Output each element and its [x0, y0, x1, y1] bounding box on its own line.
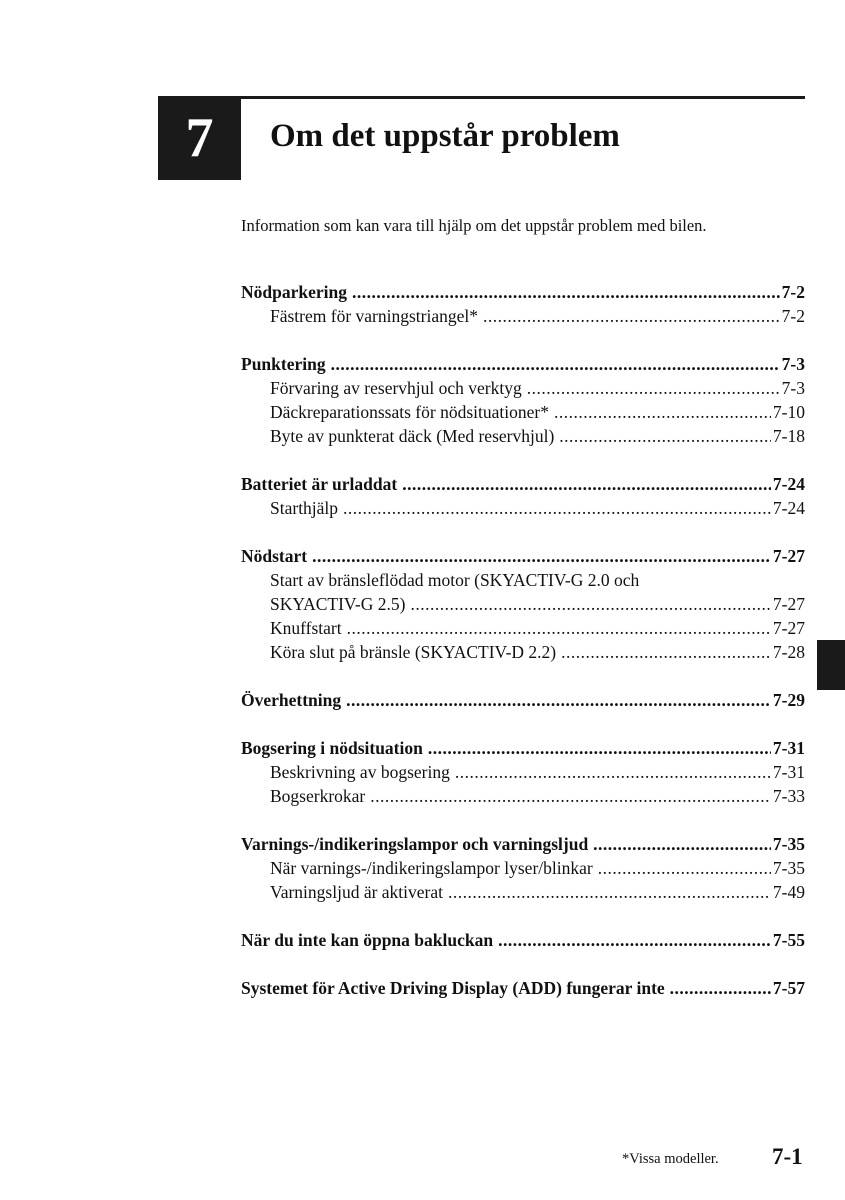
toc-subentry[interactable]	[241, 496, 805, 520]
toc-entry-title: Punktering	[241, 354, 326, 374]
toc-subentry-title: Knuffstart	[270, 618, 342, 638]
toc-subentry[interactable]	[241, 376, 805, 400]
toc-subentry[interactable]	[241, 760, 805, 784]
leader-dots	[527, 376, 780, 400]
chapter-number-box	[158, 96, 241, 180]
leader-dots	[428, 736, 771, 760]
toc-entry[interactable]	[241, 928, 805, 952]
toc-subentry-page: 7-18	[772, 426, 805, 446]
toc-subentry[interactable]	[241, 784, 805, 808]
toc-entry-page: 7-27	[772, 546, 805, 566]
leader-dots	[410, 592, 770, 616]
leader-dots	[347, 616, 771, 640]
toc-subentry-title: Däckreparationssats för nödsituationer*	[270, 402, 549, 422]
toc-subentry-line1[interactable]	[241, 568, 805, 592]
toc-entry[interactable]	[241, 352, 805, 376]
toc-subentry-title: Start av bränsleflödad motor (SKYACTIV-G 2.0 och	[270, 570, 640, 590]
toc-subentry-page: 7-35	[772, 858, 805, 878]
toc-entry[interactable]	[241, 688, 805, 712]
leader-dots	[593, 832, 771, 856]
toc-entry-page: 7-29	[772, 690, 805, 710]
leader-dots	[483, 304, 780, 328]
leader-dots	[402, 472, 771, 496]
toc-subentry-title: När varnings-/indikeringslampor lyser/blinkar	[270, 858, 593, 878]
chapter-title: Om det uppstår problem	[270, 118, 620, 154]
leader-dots	[561, 640, 771, 664]
toc-group-varningslampor	[241, 832, 805, 904]
footnote: *Vissa modeller.	[622, 1151, 719, 1167]
toc-entry[interactable]	[241, 976, 805, 1000]
toc-entry-title: Batteriet är urladdat	[241, 474, 398, 494]
toc-subentry-page: 7-27	[772, 594, 805, 614]
toc-subentry[interactable]	[241, 856, 805, 880]
toc-entry-title: Systemet för Active Driving Display (ADD) fungerar inte	[241, 978, 665, 998]
toc-subentry-page: 7-3	[781, 378, 805, 398]
toc-entry-title: När du inte kan öppna bakluckan	[241, 930, 494, 950]
toc-subentry[interactable]	[241, 304, 805, 328]
toc-subentry-line2[interactable]	[241, 592, 805, 616]
leader-dots	[352, 280, 780, 304]
toc-entry-title: Nödparkering	[241, 282, 347, 302]
header-rule	[241, 96, 805, 99]
toc-subentry-title: Förvaring av reservhjul och verktyg	[270, 378, 522, 398]
toc-subentry-page: 7-49	[772, 882, 805, 902]
leader-dots	[598, 856, 771, 880]
toc-subentry-page: 7-10	[772, 402, 805, 422]
toc-group-add	[241, 976, 805, 1000]
toc-entry[interactable]	[241, 280, 805, 304]
toc-group-punktering	[241, 352, 805, 448]
chapter-intro: Information som kan vara till hjälp om det uppstår problem med bilen.	[241, 216, 707, 235]
toc-entry-page: 7-57	[772, 978, 805, 998]
toc-subentry-page: 7-27	[772, 618, 805, 638]
leader-dots	[559, 424, 771, 448]
toc-entry-page: 7-35	[772, 834, 805, 854]
toc-entry[interactable]	[241, 472, 805, 496]
chapter-number: 7	[185, 107, 214, 169]
toc-entry[interactable]	[241, 832, 805, 856]
leader-dots	[554, 400, 771, 424]
toc-subentry-title: Köra slut på bränsle (SKYACTIV-D 2.2)	[270, 642, 557, 662]
toc-group-batteriet	[241, 472, 805, 520]
toc-entry-page: 7-2	[781, 282, 805, 302]
toc-subentry[interactable]	[241, 616, 805, 640]
toc-subentry[interactable]	[241, 640, 805, 664]
toc-group-baklucka	[241, 928, 805, 952]
toc-entry-page: 7-24	[772, 474, 805, 494]
toc-subentry-title: Bogserkrokar	[270, 786, 366, 806]
toc-subentry-page: 7-2	[781, 306, 805, 326]
leader-dots	[312, 544, 771, 568]
leader-dots	[498, 928, 771, 952]
leader-dots	[670, 976, 771, 1000]
leader-dots	[346, 688, 771, 712]
leader-dots	[343, 496, 771, 520]
toc-subentry[interactable]	[241, 424, 805, 448]
chapter-side-tab	[817, 640, 845, 690]
toc-entry[interactable]	[241, 544, 805, 568]
leader-dots	[455, 760, 771, 784]
toc-entry-title: Nödstart	[241, 546, 308, 566]
leader-dots	[370, 784, 771, 808]
toc-subentry-title: Beskrivning av bogsering	[270, 762, 450, 782]
toc-subentry-title: Starthjälp	[270, 498, 339, 518]
toc-group-bogsering	[241, 736, 805, 808]
toc-subentry-page: 7-28	[772, 642, 805, 662]
toc-entry-title: Överhettning	[241, 690, 342, 710]
toc-group-nodstart	[241, 544, 805, 664]
leader-dots	[331, 352, 780, 376]
toc-entry-title: Varnings-/indikeringslampor och varningsljud	[241, 834, 589, 854]
toc-subentry-page: 7-24	[772, 498, 805, 518]
toc-subentry-title-cont: SKYACTIV-G 2.5)	[270, 594, 406, 614]
toc-entry-page: 7-3	[781, 354, 805, 374]
page-number: 7-1	[772, 1144, 803, 1169]
toc-subentry-page: 7-33	[772, 786, 805, 806]
leader-dots	[448, 880, 771, 904]
toc-entry[interactable]	[241, 736, 805, 760]
toc-entry-title: Bogsering i nödsituation	[241, 738, 423, 758]
toc-subentry-title: Fästrem för varningstriangel*	[270, 306, 479, 326]
toc-subentry[interactable]	[241, 880, 805, 904]
toc-entry-page: 7-55	[772, 930, 805, 950]
toc-subentry-title: Byte av punkterat däck (Med reservhjul)	[270, 426, 555, 446]
table-of-contents	[241, 280, 805, 1024]
toc-group-nodparkering	[241, 280, 805, 328]
toc-subentry-page: 7-31	[772, 762, 805, 782]
toc-group-overhettning	[241, 688, 805, 712]
toc-entry-page: 7-31	[772, 738, 805, 758]
toc-subentry-title: Varningsljud är aktiverat	[270, 882, 444, 902]
toc-subentry[interactable]	[241, 400, 805, 424]
